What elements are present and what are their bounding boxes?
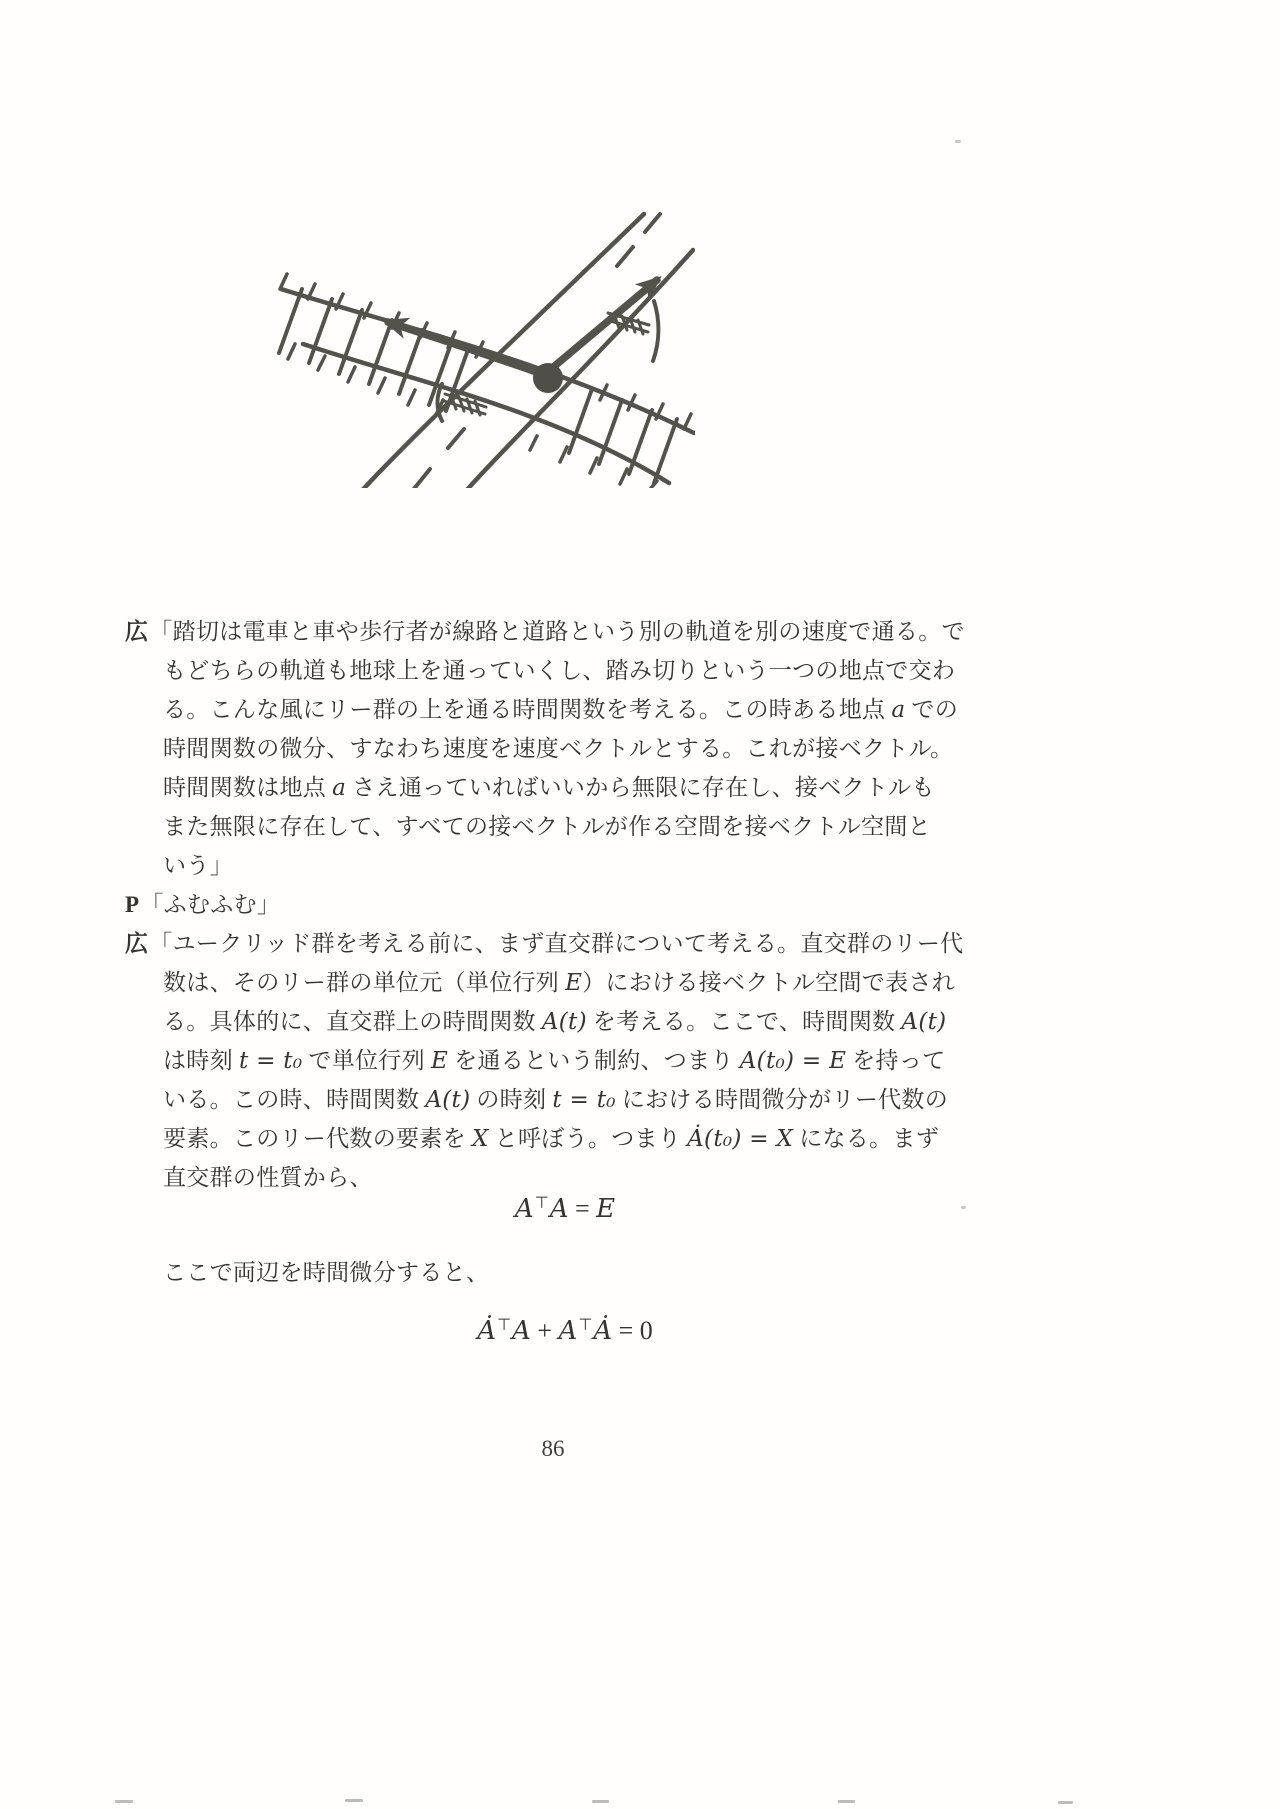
dialogue-line: もどちらの軌道も地球上を通っていくし、踏み切りという一つの地点で交わ [163, 658, 956, 683]
dialogue-text: 「ふむふむ」 [140, 892, 281, 917]
interlude-line: ここで両辺を時間微分すると、 [163, 1260, 490, 1285]
dialogue-line: る。こんな風にリー群の上を通る時間関数を考える。この時ある地点 a での [163, 697, 959, 723]
scan-edge-mark [115, 1800, 133, 1803]
dialogue-line: は時刻 t = t₀ で単位行列 E を通るという制約、つまり A(t₀) = E を持って [163, 1048, 946, 1074]
dialogue-line: 直交群の性質から、 [163, 1165, 373, 1190]
scan-edge-mark [838, 1800, 855, 1803]
scan-speck [955, 140, 961, 143]
page-number: 86 [541, 1436, 565, 1461]
dialogue-line [125, 891, 280, 918]
dialogue-line [125, 618, 965, 645]
dialogue-line: る。具体的に、直交群上の時間関数 A(t) を考える。ここで、時間関数 A(t) [163, 1009, 947, 1035]
crossing-point-dot [533, 363, 563, 393]
scan-speck [961, 1206, 966, 1209]
dialogue-text: 「踏切は電車と車や歩行者が線路と道路という別の軌道を別の速度で通る。で [149, 619, 965, 644]
dialogue-line: 数は、そのリー群の単位元（単位行列 E）における接ベクトル空間で表され [163, 970, 956, 996]
dialogue-line: また無限に存在して、すべての接ベクトルが作る空間を接ベクトル空間と [163, 814, 931, 839]
dialogue-line [125, 930, 963, 957]
dialogue-line: いう」 [163, 853, 233, 878]
speaker-label: P [125, 892, 140, 917]
railroad-crossing-illustration [245, 148, 695, 488]
dialogue-line: 時間関数は地点 a さえ通っていればいいから無限に存在し、接ベクトルも [163, 775, 935, 801]
road [357, 214, 693, 488]
speaker-label: 広 [125, 931, 149, 956]
speaker-label: 広 [125, 619, 149, 644]
scan-edge-mark [592, 1800, 609, 1803]
equation-orthogonality: A⊤A = E [514, 1193, 616, 1224]
dialogue-line: 要素。このリー代数の要素を X と呼ぼう。つまり Ȧ(t₀) = X になる。まず [163, 1126, 939, 1152]
dialogue-line: 時間関数の微分、すなわち速度を速度ベクトルとする。これが接ベクトル。 [163, 736, 954, 761]
tangent-vectors [388, 280, 657, 374]
scan-edge-mark [345, 1799, 363, 1802]
crossing-gate-right [607, 301, 658, 361]
equation-time-derivative: Ȧ⊤A + A⊤Ȧ = 0 [477, 1315, 653, 1346]
dialogue-line: いる。この時、時間関数 A(t) の時刻 t = t₀ における時間微分がリー代数の [163, 1087, 949, 1113]
railway-track [279, 274, 694, 488]
dialogue-text: 「ユークリッド群を考える前に、まず直交群について考える。直交群のリー代 [149, 931, 964, 956]
scan-edge-mark [1058, 1801, 1073, 1804]
